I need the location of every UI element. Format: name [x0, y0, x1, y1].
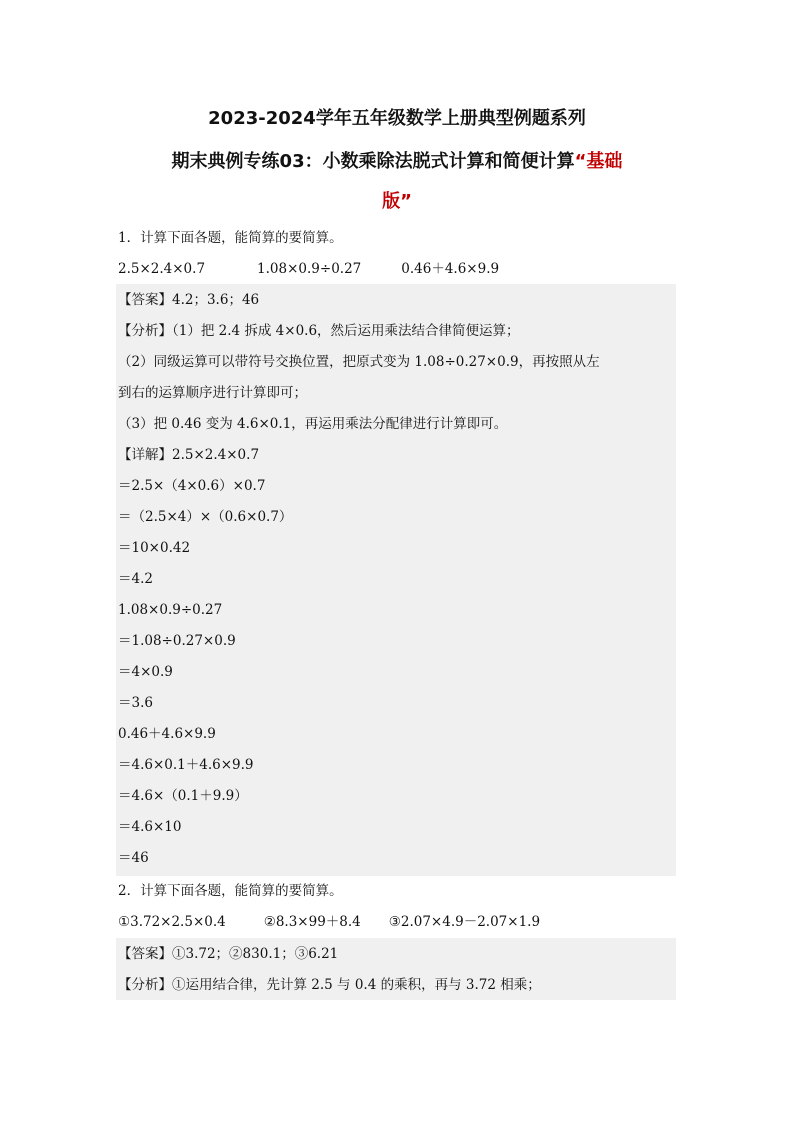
document-title: 2023-2024学年五年级数学上册典型例题系列 — [208, 108, 586, 129]
q1-detail-line: ＝4.6×10 — [118, 819, 182, 835]
q2-answer: 【答案】①3.72；②830.1；③6.21 — [118, 946, 339, 962]
q2-expr-2: ②8.3×99＋8.4 — [263, 914, 361, 930]
q1-detail-line: ＝3.6 — [118, 695, 153, 711]
q1-detail-line: ＝4.6×0.1＋4.6×9.9 — [118, 757, 254, 773]
q1-expr-1: 2.5×2.4×0.7 — [118, 261, 206, 277]
document-subtitle — [0, 147, 794, 173]
q2-expressions — [118, 913, 540, 931]
q1-expr-2: 1.08×0.9÷0.27 — [257, 261, 362, 277]
q2-expr-3: ③2.07×4.9－2.07×1.9 — [388, 914, 541, 930]
q1-detail-line: 0.46＋4.6×9.9 — [118, 726, 216, 742]
q1-answer: 【答案】4.2；3.6；46 — [118, 292, 260, 308]
q1-analysis-line: 【分析】（1）把 2.4 拆成 4×0.6，然后运用乘法结合律简便运算； — [118, 323, 520, 339]
q1-detail-line: ＝2.5×（4×0.6）×0.7 — [118, 478, 266, 494]
q1-detail-line: ＝（2.5×4）×（0.6×0.7） — [118, 509, 293, 525]
q2-expr-1: ①3.72×2.5×0.4 — [118, 914, 226, 930]
q1-detail-line: ＝46 — [118, 850, 149, 866]
q1-analysis-line: （3）把 0.46 变为 4.6×0.1，再运用乘法分配律进行计算即可。 — [118, 416, 508, 432]
q1-stem: 1．计算下面各题，能简算的要简算。 — [118, 230, 343, 246]
q1-detail-line: ＝1.08÷0.27×0.9 — [118, 633, 236, 649]
q2-stem: 2．计算下面各题，能简算的要简算。 — [118, 883, 343, 899]
q1-detail-line: ＝4.2 — [118, 571, 153, 587]
q1-detail-line: 1.08×0.9÷0.27 — [118, 602, 223, 618]
subtitle-continuation: 版” — [382, 191, 412, 212]
q1-detail-line: ＝4×0.9 — [118, 664, 173, 680]
subtitle-red: “基础 — [574, 151, 623, 172]
q1-detail-line: ＝10×0.42 — [118, 540, 191, 556]
q1-analysis-line: （2）同级运算可以带符号交换位置，把原式变为 1.08÷0.27×0.9，再按照从左 — [118, 354, 600, 370]
q1-expressions — [118, 260, 499, 278]
q1-detail-line: 【详解】2.5×2.4×0.7 — [118, 447, 260, 463]
q1-analysis-line: 到右的运算顺序进行计算即可； — [118, 385, 307, 401]
subtitle-black: 期末典例专练03：小数乘除法脱式计算和简便计算 — [171, 151, 575, 172]
q1-detail-line: ＝4.6×（0.1＋9.9） — [118, 788, 248, 804]
q2-analysis: 【分析】①运用结合律，先计算 2.5 与 0.4 的乘积，再与 3.72 相乘； — [118, 977, 541, 993]
q1-expr-3: 0.46＋4.6×9.9 — [401, 261, 500, 277]
